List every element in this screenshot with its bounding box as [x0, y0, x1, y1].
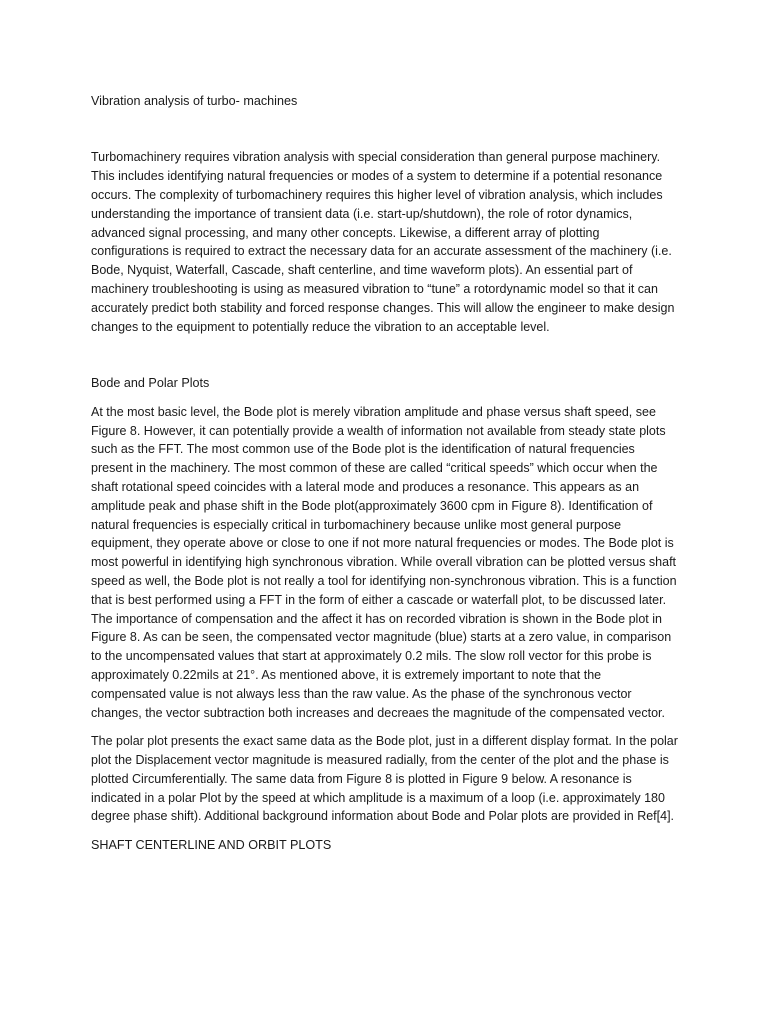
bode-paragraph: At the most basic level, the Bode plot is merely vibration amplitude and phase versus shaft speed, see Figure 8. However, it can potentially provide a wealth of information not available from steady state plots such as the FFT. The most common use of the Bode plot is the identification of natural frequencies present in the machinery. The most common of these are called “critical speeds” which occur when the shaft rotational speed coincides with a lateral mode and produces a resonance. This appears as an amplitude peak and phase shift in the Bode plot(approximately 3600 cpm in Figure 8). Identification of natural frequencies is especially critical in turbomachinery because unlike most general purpose equipment, they operate above or close to one if not more natural frequencies or modes. The Bode plot is most powerful in identifying high synchronous vibration. While overall vibration can be plotted versus shaft speed as well, the Bode plot is not really a tool for identifying non-synchronous vibration. This is a function that is best performed using a FFT in the form of either a cascade or waterfall plot, to be discussed later. The importance of compensation and the affect it has on recorded vibration is shown in the Bode plot in Figure 8. As can be seen, the compensated vector magnitude (blue) starts at a zero value, in comparison to the uncompensated values that start at approximately 0.2 mils. The slow roll vector for this probe is approximately 0.22mils at 21°. As mentioned above, it is extremely important to note that the compensated value is not always less than the raw value. As the phase of the synchronous vector changes, the vector subtraction both increases and decreaes the magnitude of the compensated vector. — [91, 404, 677, 720]
section-heading-shaft-centerline: SHAFT CENTERLINE AND ORBIT PLOTS — [91, 838, 332, 853]
document-body — [91, 92, 679, 855]
section-heading-bode-polar: Bode and Polar Plots — [91, 375, 210, 390]
polar-paragraph: The polar plot presents the exact same data as the Bode plot, just in a different display format. In the polar plot the Displacement vector magnitude is measured radially, from the center of the plot and the phase is plotted Circumferentially. The same data from Figure 8 is plotted in Figure 9 below. A resonance is indicated in a polar Plot by the speed at which amplitude is a maximum of a loop (i.e. approximately 180 degree phase shift). Additional background information about Bode and Polar plots are provided in Ref[4]. — [91, 734, 678, 824]
document-title: Vibration analysis of turbo- machines — [91, 94, 298, 108]
intro-paragraph: Turbomachinery requires vibration analysis with special consideration than general purpose machinery. This includes identifying natural frequencies or modes of a system to determine if a potential resonance occurs. The complexity of turbomachinery requires this higher level of vibration analysis, which includes understanding the importance of transient data (i.e. start-up/shutdown), the role of rotor dynamics, advanced signal processing, and many other concepts. Likewise, a different array of plotting configurations is required to extract the necessary data for an accurate assessment of the machinery (i.e. Bode, Nyquist, Waterfall, Cascade, shaft centerline, and time waveform plots). An essential part of machinery troubleshooting is using as measured vibration to “tune” a rotordynamic model so that it can accurately predict both stability and forced response changes. This will allow the engineer to make design changes to the equipment to potentially reduce the vibration to an acceptable level. — [91, 150, 675, 334]
